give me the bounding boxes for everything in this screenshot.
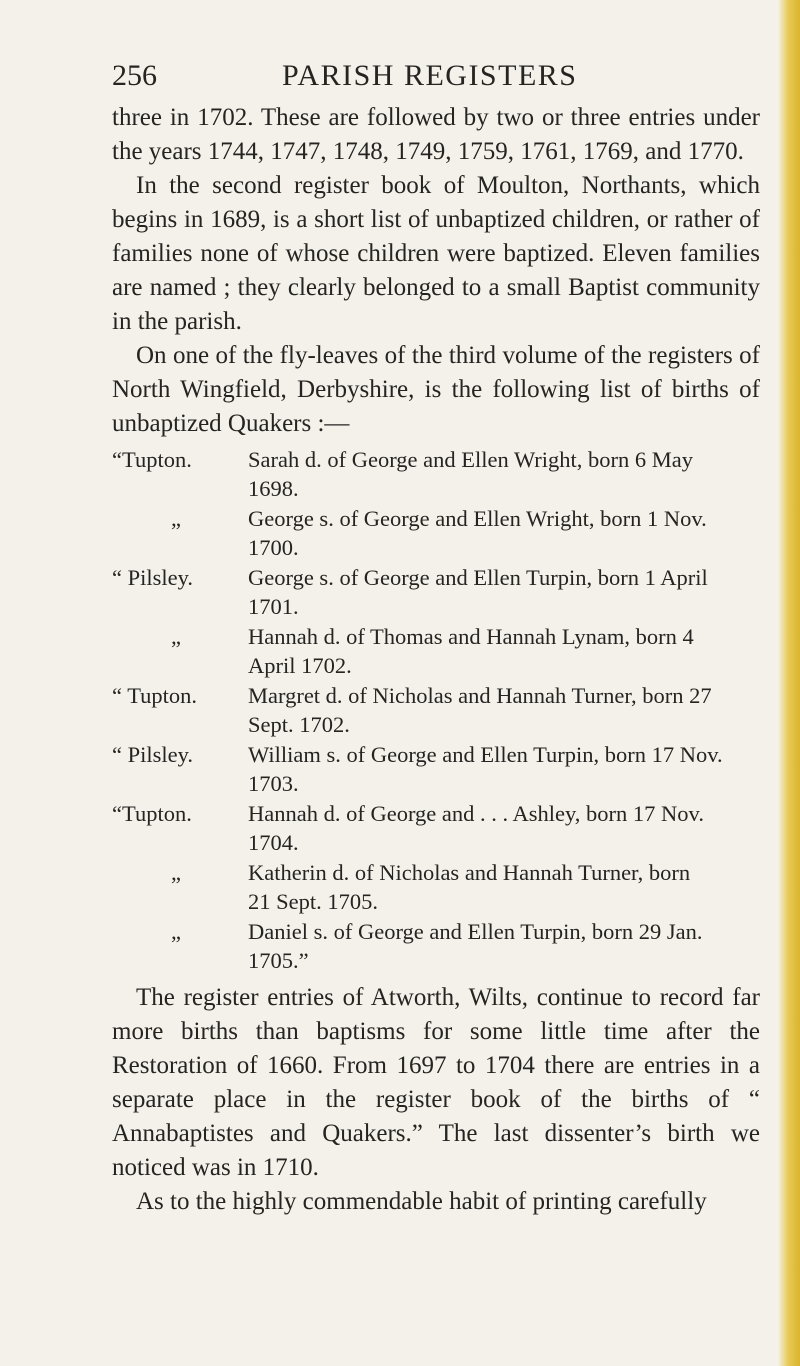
list-item (112, 681, 760, 739)
entry-text: Katherin d. of Nicholas and Hannah Turner, born (248, 860, 691, 885)
page-edge-shading (778, 0, 800, 1366)
entry-place: „ (171, 624, 181, 649)
entry-detail (248, 622, 760, 680)
entry-continuation: 1703. (248, 771, 299, 796)
list-item (112, 858, 760, 916)
running-head (0, 56, 778, 96)
entry-place: “ Tupton. (112, 683, 198, 708)
entry-detail (248, 858, 760, 916)
entry-continuation: 1705.” (248, 948, 309, 973)
running-title: PARISH REGISTERS (282, 59, 578, 92)
entry-detail (248, 445, 760, 503)
paragraph: In the second register book of Moulton, Northants, which begins in 1689, is a short list of unbaptized children, or rather of families none of whose children were baptized. Eleven families are named ; they clearly belonged to a small Baptist community in the parish. (112, 172, 760, 335)
entry-text: William s. of George and Ellen Turpin, born 17 Nov. (248, 742, 723, 767)
paragraph: On one of the fly-leaves of the third volume of the registers of North Wingfield, Derbyshire, is the following list of births of unbaptized Quakers :— (112, 342, 760, 437)
entry-place: „ (171, 860, 181, 885)
entry-text: Hannah d. of Thomas and Hannah Lynam, born 4 (248, 624, 694, 649)
body-text (112, 101, 760, 1219)
entry-detail (248, 563, 760, 621)
entry-continuation: 1698. (248, 476, 299, 501)
entry-detail (248, 504, 760, 562)
entry-continuation: 1700. (248, 535, 299, 560)
list-item (112, 563, 760, 621)
entry-continuation: 1704. (248, 830, 299, 855)
entry-detail (248, 917, 760, 975)
entry-text: George s. of George and Ellen Turpin, born 1 April (248, 565, 708, 590)
entry-place: „ (171, 919, 181, 944)
paragraph: The register entries of Atworth, Wilts, continue to record far more births than baptisms for some little time after the Restoration of 1660. From 1697 to 1704 there are entries in a separate place in the register book of the births of “ Annabaptistes and Quakers.” The last dissenter’s birth we noticed was in 1710. (112, 984, 760, 1181)
entry-text: Hannah d. of George and . . . Ashley, born 17 Nov. (248, 801, 704, 826)
entry-text: Daniel s. of George and Ellen Turpin, born 29 Jan. (248, 919, 703, 944)
entry-continuation: Sept. 1702. (248, 712, 350, 737)
list-item (112, 799, 760, 857)
paragraph: As to the highly commendable habit of printing carefully (136, 1188, 707, 1215)
entry-detail (248, 740, 760, 798)
quaker-births-list (112, 445, 760, 975)
entry-continuation: 21 Sept. 1705. (248, 889, 379, 914)
list-item (112, 917, 760, 975)
list-item (112, 445, 760, 503)
entry-detail (248, 681, 760, 739)
list-item (112, 504, 760, 562)
entry-text: George s. of George and Ellen Wright, born 1 Nov. (248, 506, 707, 531)
list-item (112, 740, 760, 798)
list-item (112, 622, 760, 680)
entry-place: “Tupton. (112, 447, 192, 472)
entry-place: „ (171, 506, 181, 531)
entry-detail (248, 799, 760, 857)
entry-place: “Tupton. (112, 801, 192, 826)
entry-continuation: April 1702. (248, 653, 352, 678)
entry-continuation: 1701. (248, 594, 299, 619)
entry-text: Sarah d. of George and Ellen Wright, born 6 May (248, 447, 694, 472)
entry-text: Margret d. of Nicholas and Hannah Turner, born 27 (248, 683, 712, 708)
paragraph: three in 1702. These are followed by two or three entries under the years 1744, 1747, 1748, 1749, 1759, 1761, 1769, and 1770. (112, 104, 760, 165)
entry-place: “ Pilsley. (112, 742, 194, 767)
entry-place: “ Pilsley. (112, 565, 194, 590)
page-number: 256 (112, 59, 157, 92)
